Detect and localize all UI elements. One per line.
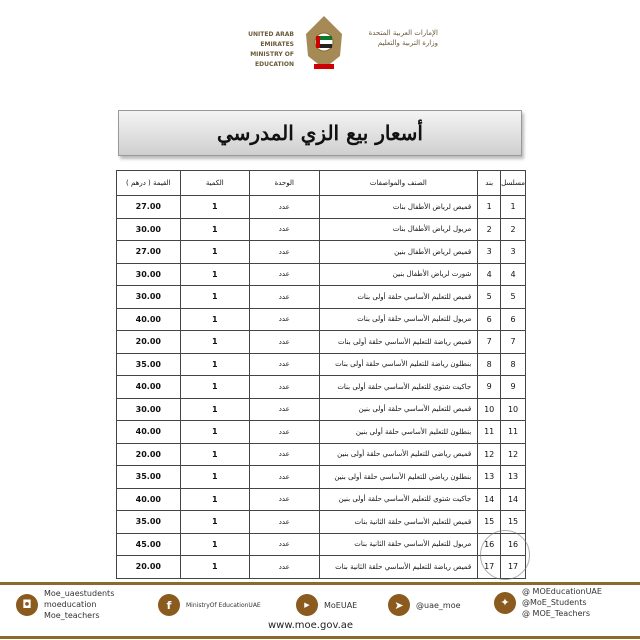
- cell-qty: 1: [180, 353, 249, 376]
- cell-qty: 1: [180, 218, 249, 241]
- cell-unit: عدد: [250, 241, 319, 264]
- table-row: [117, 488, 526, 511]
- cell-unit: عدد: [250, 511, 319, 534]
- cell-qty: 1: [180, 556, 249, 579]
- cell-desc: مريول للتعليم الأساسي حلقة أولى بنات: [319, 308, 478, 331]
- facebook-icon: f: [158, 594, 180, 616]
- cell-price: 40.00: [117, 488, 181, 511]
- header-en: [222, 30, 294, 70]
- twitter-icon: ✦: [494, 592, 516, 614]
- table-row: [117, 556, 526, 579]
- cell-price: 27.00: [117, 241, 181, 264]
- cell-serial: 5: [501, 286, 526, 309]
- cell-qty: 1: [180, 241, 249, 264]
- cell-desc: قميص رياضة للتعليم الأساسي حلقة أولى بنات: [319, 331, 478, 354]
- cell-serial: 3: [501, 241, 526, 264]
- table-row: [117, 331, 526, 354]
- cell-price: 20.00: [117, 556, 181, 579]
- cell-qty: 1: [180, 398, 249, 421]
- cell-desc: بنطلون رياضي للتعليم الأساسي حلقة أولى بنين: [319, 466, 478, 489]
- cell-unit: عدد: [250, 196, 319, 219]
- header-price: القيمة ( درهم ): [117, 171, 181, 196]
- cell-unit: عدد: [250, 533, 319, 556]
- cell-price: 35.00: [117, 353, 181, 376]
- cell-qty: 1: [180, 511, 249, 534]
- cell-serial: 4: [501, 263, 526, 286]
- cell-price: 40.00: [117, 308, 181, 331]
- header-ar-line2: وزارة التربية والتعليم: [377, 39, 438, 47]
- cell-serial: 14: [501, 488, 526, 511]
- table-row: [117, 308, 526, 331]
- cell-band: 10: [478, 398, 501, 421]
- uae-emblem-icon: [302, 14, 346, 72]
- cell-price: 30.00: [117, 263, 181, 286]
- header-ar-line1: الإمارات العربية المتحدة: [368, 29, 438, 37]
- cell-serial: 10: [501, 398, 526, 421]
- cell-desc: قميص لرياض الأطفال بنات: [319, 196, 478, 219]
- cell-unit: عدد: [250, 398, 319, 421]
- cell-unit: عدد: [250, 263, 319, 286]
- cell-desc: مريول للتعليم الأساسي حلقة الثانية بنات: [319, 533, 478, 556]
- cell-qty: 1: [180, 286, 249, 309]
- page-title: أسعار بيع الزي المدرسي: [217, 121, 423, 145]
- instagram-handle[interactable]: moeducation: [44, 600, 97, 609]
- cell-serial: 2: [501, 218, 526, 241]
- cell-serial: 6: [501, 308, 526, 331]
- header-band: بند: [478, 171, 501, 196]
- cell-serial: 17: [501, 556, 526, 579]
- cell-desc: قميص للتعليم الأساسي حلقة أولى بنات: [319, 286, 478, 309]
- cell-serial: 1: [501, 196, 526, 219]
- cell-desc: جاكيت شتوي للتعليم الأساسي حلقة أولى بنين: [319, 488, 478, 511]
- twitter-handle[interactable]: @ MOE_Teachers: [522, 609, 590, 618]
- cell-serial: 12: [501, 443, 526, 466]
- youtube-icon: ▶: [296, 594, 318, 616]
- cell-band: 6: [478, 308, 501, 331]
- cell-qty: 1: [180, 443, 249, 466]
- price-table: [116, 170, 526, 579]
- cell-price: 30.00: [117, 218, 181, 241]
- cell-qty: 1: [180, 376, 249, 399]
- table-row: [117, 466, 526, 489]
- cell-band: 1: [478, 196, 501, 219]
- cell-desc: قميص رياضة للتعليم الأساسي حلقة الثانية بنات: [319, 556, 478, 579]
- cell-qty: 1: [180, 488, 249, 511]
- cell-desc: قميص رياضي للتعليم الأساسي حلقة أولى بنين: [319, 443, 478, 466]
- cell-serial: 15: [501, 511, 526, 534]
- twitter-handle[interactable]: @ MOEducationUAE: [522, 587, 602, 596]
- cell-qty: 1: [180, 196, 249, 219]
- header-serial: مسلسل: [501, 171, 526, 196]
- cell-price: 40.00: [117, 421, 181, 444]
- telegram-icon: ➤: [388, 594, 410, 616]
- table-row: [117, 421, 526, 444]
- cell-serial: 16: [501, 533, 526, 556]
- website-link[interactable]: www.moe.gov.ae: [268, 620, 354, 631]
- header-desc: الصنف والمواصفات: [319, 171, 478, 196]
- cell-unit: عدد: [250, 443, 319, 466]
- cell-qty: 1: [180, 533, 249, 556]
- table-row: [117, 398, 526, 421]
- cell-band: 13: [478, 466, 501, 489]
- cell-price: 45.00: [117, 533, 181, 556]
- cell-serial: 11: [501, 421, 526, 444]
- cell-band: 11: [478, 421, 501, 444]
- header-ar: [358, 28, 438, 48]
- cell-band: 7: [478, 331, 501, 354]
- cell-desc: جاكيت شتوي للتعليم الأساسي حلقة أولى بنات: [319, 376, 478, 399]
- cell-desc: بنطلون رياضة للتعليم الأساسي حلقة أولى بنات: [319, 353, 478, 376]
- cell-qty: 1: [180, 421, 249, 444]
- table-header-row: [117, 171, 526, 196]
- cell-price: 35.00: [117, 511, 181, 534]
- table-row: [117, 533, 526, 556]
- cell-price: 40.00: [117, 376, 181, 399]
- cell-band: 8: [478, 353, 501, 376]
- cell-unit: عدد: [250, 421, 319, 444]
- table-row: [117, 353, 526, 376]
- table-row: [117, 241, 526, 264]
- facebook-handle[interactable]: MinistryOf EducationUAE: [186, 601, 261, 609]
- header-en-line1: UNITED ARAB EMIRATES: [248, 31, 294, 48]
- youtube-handle[interactable]: MoEUAE: [324, 600, 358, 610]
- cell-unit: عدد: [250, 286, 319, 309]
- instagram-icon: ◘: [16, 594, 38, 616]
- cell-desc: قميص للتعليم الأساسي حلقة الثانية بنات: [319, 511, 478, 534]
- cell-price: 30.00: [117, 286, 181, 309]
- table-row: [117, 443, 526, 466]
- telegram-group[interactable]: [388, 594, 461, 616]
- cell-band: 4: [478, 263, 501, 286]
- cell-band: 15: [478, 511, 501, 534]
- header-en-line2: MINISTRY OF EDUCATION: [250, 51, 294, 68]
- title-box: [118, 110, 522, 156]
- cell-desc: قميص للتعليم الأساسي حلقة أولى بنين: [319, 398, 478, 421]
- youtube-group[interactable]: [296, 594, 357, 616]
- cell-price: 35.00: [117, 466, 181, 489]
- cell-band: 5: [478, 286, 501, 309]
- cell-band: 12: [478, 443, 501, 466]
- instagram-handle[interactable]: Moe_teachers: [44, 611, 100, 620]
- cell-band: 17: [478, 556, 501, 579]
- cell-qty: 1: [180, 308, 249, 331]
- cell-qty: 1: [180, 466, 249, 489]
- cell-serial: 9: [501, 376, 526, 399]
- twitter-handle[interactable]: @MoE_Students: [522, 598, 587, 607]
- telegram-handle[interactable]: @uae_moe: [416, 600, 461, 610]
- cell-unit: عدد: [250, 466, 319, 489]
- cell-price: 20.00: [117, 331, 181, 354]
- cell-band: 2: [478, 218, 501, 241]
- table-row: [117, 376, 526, 399]
- cell-serial: 7: [501, 331, 526, 354]
- header-unit: الوحدة: [250, 171, 319, 196]
- header-qty: الكمية: [180, 171, 249, 196]
- instagram-handle[interactable]: Moe_uaestudents: [44, 589, 115, 598]
- cell-unit: عدد: [250, 376, 319, 399]
- cell-unit: عدد: [250, 331, 319, 354]
- cell-band: 14: [478, 488, 501, 511]
- cell-price: 27.00: [117, 196, 181, 219]
- cell-band: 3: [478, 241, 501, 264]
- cell-price: 20.00: [117, 443, 181, 466]
- cell-unit: عدد: [250, 488, 319, 511]
- cell-price: 30.00: [117, 398, 181, 421]
- facebook-group[interactable]: [158, 594, 261, 616]
- cell-band: 9: [478, 376, 501, 399]
- stamp: [480, 530, 530, 580]
- cell-unit: عدد: [250, 353, 319, 376]
- table-row: [117, 218, 526, 241]
- cell-band: 16: [478, 533, 501, 556]
- footer-divider-bottom: [0, 636, 640, 639]
- cell-desc: قميص لرياض الأطفال بنين: [319, 241, 478, 264]
- cell-serial: 8: [501, 353, 526, 376]
- cell-qty: 1: [180, 263, 249, 286]
- footer-divider-top: [0, 582, 640, 585]
- table-row: [117, 286, 526, 309]
- instagram-group[interactable]: [16, 588, 114, 621]
- cell-unit: عدد: [250, 218, 319, 241]
- cell-desc: شورت لرياض الأطفال بنين: [319, 263, 478, 286]
- table-row: [117, 511, 526, 534]
- cell-qty: 1: [180, 331, 249, 354]
- cell-serial: 13: [501, 466, 526, 489]
- cell-desc: مريول لرياض الأطفال بنات: [319, 218, 478, 241]
- table-row: [117, 196, 526, 219]
- cell-unit: عدد: [250, 556, 319, 579]
- cell-unit: عدد: [250, 308, 319, 331]
- table-row: [117, 263, 526, 286]
- cell-desc: بنطلون للتعليم الأساسي حلقة أولى بنين: [319, 421, 478, 444]
- twitter-group[interactable]: [494, 586, 602, 619]
